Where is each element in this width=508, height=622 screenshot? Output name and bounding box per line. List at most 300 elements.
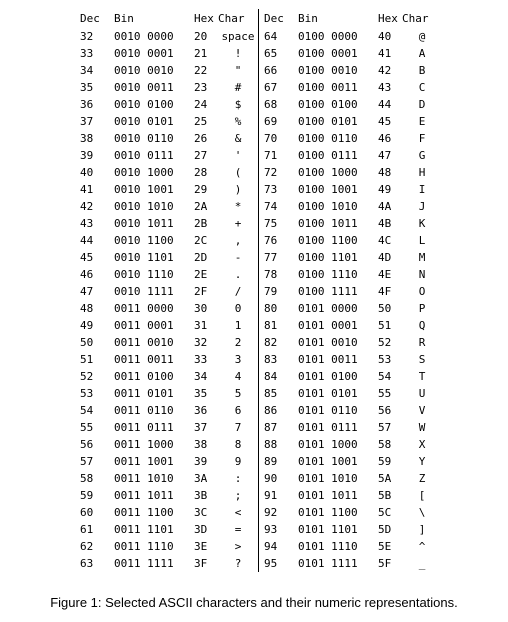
right-bin-cell: 0100 0100 (298, 98, 358, 111)
left-hex-cell: 33 (194, 353, 208, 366)
right-bin-cell: 0100 1110 (298, 268, 358, 281)
right-hex-cell: 58 (378, 438, 392, 451)
right-hex-cell: 55 (378, 387, 392, 400)
right-bin-cell: 0100 0110 (298, 132, 358, 145)
right-dec-cell: 88 (258, 436, 298, 453)
left-hex-cell: 2A (194, 200, 208, 213)
right-dec-cell: 82 (258, 334, 298, 351)
left-dec-cell: 63 (80, 557, 94, 570)
right-dec-cell: 70 (258, 130, 298, 147)
left-char-cell: ' (234, 149, 242, 162)
right-hex-cell: 4E (378, 268, 392, 281)
right-hex-cell: 52 (378, 336, 392, 349)
left-dec-cell: 44 (80, 234, 94, 247)
table-row (80, 555, 442, 572)
right-char-cell: P (418, 302, 426, 315)
left-hex-cell: 20 (194, 30, 208, 43)
left-bin-cell: 0010 1010 (114, 200, 174, 213)
left-char-cell: = (234, 523, 242, 536)
right-hex-cell: 40 (378, 30, 392, 43)
right-hex-cell: 49 (378, 183, 392, 196)
left-bin-cell: 0011 0111 (114, 421, 174, 434)
left-dec-cell: 61 (80, 523, 94, 536)
right-dec-cell: 94 (258, 538, 298, 555)
left-bin-cell: 0011 0101 (114, 387, 174, 400)
header-dec-right: Dec (258, 9, 298, 28)
right-char-cell: W (418, 421, 426, 434)
left-dec-cell: 36 (80, 98, 94, 111)
right-bin-cell: 0101 0111 (298, 421, 358, 434)
table-header-row (80, 9, 442, 28)
left-bin-cell: 0010 1100 (114, 234, 174, 247)
table-row (80, 28, 442, 45)
right-char-cell: ] (418, 523, 426, 536)
left-dec-cell: 49 (80, 319, 94, 332)
left-hex-cell: 37 (194, 421, 208, 434)
right-dec-cell: 76 (258, 232, 298, 249)
left-char-cell: * (234, 200, 242, 213)
table-row (80, 45, 442, 62)
right-char-cell: V (418, 404, 426, 417)
right-hex-cell: 41 (378, 47, 392, 60)
right-hex-cell: 42 (378, 64, 392, 77)
left-char-cell: < (234, 506, 242, 519)
table-row (80, 538, 442, 555)
right-char-cell: X (418, 438, 426, 451)
right-hex-cell: 4A (378, 200, 392, 213)
left-bin-cell: 0011 1011 (114, 489, 174, 502)
left-hex-cell: 35 (194, 387, 208, 400)
left-hex-cell: 2D (194, 251, 208, 264)
table-row (80, 164, 442, 181)
header-bin: Bin (114, 12, 134, 25)
left-dec-cell: 60 (80, 506, 94, 519)
left-char-cell: : (234, 472, 242, 485)
left-dec-cell: 45 (80, 251, 94, 264)
left-char-cell: ) (234, 183, 242, 196)
left-bin-cell: 0011 0000 (114, 302, 174, 315)
left-bin-cell: 0010 0001 (114, 47, 174, 60)
right-dec-cell: 67 (258, 79, 298, 96)
left-dec-cell: 53 (80, 387, 94, 400)
right-dec-cell: 85 (258, 385, 298, 402)
left-dec-cell: 42 (80, 200, 94, 213)
right-bin-cell: 0101 0110 (298, 404, 358, 417)
left-dec-cell: 47 (80, 285, 94, 298)
right-bin-cell: 0100 0011 (298, 81, 358, 94)
right-hex-cell: 5B (378, 489, 392, 502)
left-hex-cell: 26 (194, 132, 208, 145)
right-hex-cell: 5D (378, 523, 392, 536)
left-dec-cell: 38 (80, 132, 94, 145)
right-char-cell: C (418, 81, 426, 94)
left-bin-cell: 0011 1111 (114, 557, 174, 570)
right-dec-cell: 75 (258, 215, 298, 232)
right-bin-cell: 0101 0000 (298, 302, 358, 315)
left-hex-cell: 32 (194, 336, 208, 349)
left-dec-cell: 56 (80, 438, 94, 451)
right-bin-cell: 0101 0101 (298, 387, 358, 400)
left-dec-cell: 52 (80, 370, 94, 383)
right-bin-cell: 0100 1000 (298, 166, 358, 179)
table-row (80, 521, 442, 538)
right-bin-cell: 0100 0000 (298, 30, 358, 43)
right-hex-cell: 5A (378, 472, 392, 485)
left-char-cell: 4 (234, 370, 242, 383)
right-char-cell: \ (418, 506, 426, 519)
right-hex-cell: 5C (378, 506, 392, 519)
table-row (80, 130, 442, 147)
left-bin-cell: 0010 1011 (114, 217, 174, 230)
left-dec-cell: 48 (80, 302, 94, 315)
right-bin-cell: 0100 1001 (298, 183, 358, 196)
right-dec-cell: 72 (258, 164, 298, 181)
right-dec-cell: 81 (258, 317, 298, 334)
left-bin-cell: 0010 0111 (114, 149, 174, 162)
left-char-cell: - (234, 251, 242, 264)
right-char-cell: A (418, 47, 426, 60)
right-hex-cell: 5E (378, 540, 392, 553)
right-bin-cell: 0101 0100 (298, 370, 358, 383)
table-row (80, 96, 442, 113)
left-dec-cell: 50 (80, 336, 94, 349)
right-char-cell: K (418, 217, 426, 230)
right-bin-cell: 0101 1010 (298, 472, 358, 485)
left-char-cell: / (234, 285, 242, 298)
left-char-cell: 9 (234, 455, 242, 468)
right-char-cell: U (418, 387, 426, 400)
table-row (80, 368, 442, 385)
left-char-cell: . (234, 268, 242, 281)
left-hex-cell: 27 (194, 149, 208, 162)
right-dec-cell: 91 (258, 487, 298, 504)
left-bin-cell: 0010 1001 (114, 183, 174, 196)
right-dec-cell: 80 (258, 300, 298, 317)
right-hex-cell: 56 (378, 404, 392, 417)
left-bin-cell: 0010 1101 (114, 251, 174, 264)
left-char-cell: 0 (234, 302, 242, 315)
header-hex: Hex (194, 12, 214, 25)
left-dec-cell: 46 (80, 268, 94, 281)
table-row (80, 419, 442, 436)
left-bin-cell: 0011 1001 (114, 455, 174, 468)
right-dec-cell: 86 (258, 402, 298, 419)
left-hex-cell: 36 (194, 404, 208, 417)
left-hex-cell: 31 (194, 319, 208, 332)
left-dec-cell: 62 (80, 540, 94, 553)
right-char-cell: E (418, 115, 426, 128)
right-dec-cell: 74 (258, 198, 298, 215)
right-char-cell: Q (418, 319, 426, 332)
left-dec-cell: 55 (80, 421, 94, 434)
left-dec-cell: 58 (80, 472, 94, 485)
right-dec-cell: 79 (258, 283, 298, 300)
left-char-cell: % (234, 115, 242, 128)
right-hex-cell: 4C (378, 234, 392, 247)
left-hex-cell: 28 (194, 166, 208, 179)
right-dec-cell: 68 (258, 96, 298, 113)
right-bin-cell: 0101 1100 (298, 506, 358, 519)
left-bin-cell: 0011 1100 (114, 506, 174, 519)
left-bin-cell: 0010 0000 (114, 30, 174, 43)
left-char-cell: " (234, 64, 242, 77)
right-bin-cell: 0101 0001 (298, 319, 358, 332)
left-char-cell: space (221, 30, 255, 43)
right-dec-cell: 77 (258, 249, 298, 266)
ascii-table (80, 9, 442, 572)
table-row (80, 181, 442, 198)
right-char-cell: F (418, 132, 426, 145)
table-row (80, 198, 442, 215)
right-bin-cell: 0101 1001 (298, 455, 358, 468)
left-dec-cell: 51 (80, 353, 94, 366)
left-bin-cell: 0011 0010 (114, 336, 174, 349)
left-char-cell: ( (234, 166, 242, 179)
left-char-cell: 7 (234, 421, 242, 434)
right-bin-cell: 0101 1000 (298, 438, 358, 451)
table-row (80, 249, 442, 266)
table-row (80, 504, 442, 521)
right-bin-cell: 0100 1101 (298, 251, 358, 264)
left-bin-cell: 0011 0100 (114, 370, 174, 383)
right-char-cell: ^ (418, 540, 426, 553)
left-bin-cell: 0010 0110 (114, 132, 174, 145)
left-hex-cell: 3E (194, 540, 208, 553)
right-hex-cell: 4B (378, 217, 392, 230)
table-row (80, 436, 442, 453)
header-hex-right: Hex (378, 12, 398, 25)
right-bin-cell: 0100 0010 (298, 64, 358, 77)
left-bin-cell: 0010 0010 (114, 64, 174, 77)
right-hex-cell: 57 (378, 421, 392, 434)
right-char-cell: _ (418, 557, 426, 570)
left-hex-cell: 3A (194, 472, 208, 485)
right-bin-cell: 0100 1011 (298, 217, 358, 230)
table-row (80, 300, 442, 317)
left-hex-cell: 24 (194, 98, 208, 111)
left-char-cell: 1 (234, 319, 242, 332)
left-hex-cell: 3D (194, 523, 208, 536)
left-char-cell: 3 (234, 353, 242, 366)
left-dec-cell: 41 (80, 183, 94, 196)
right-bin-cell: 0101 1011 (298, 489, 358, 502)
left-dec-cell: 34 (80, 64, 94, 77)
table-row (80, 283, 442, 300)
left-bin-cell: 0010 1110 (114, 268, 174, 281)
right-bin-cell: 0100 1010 (298, 200, 358, 213)
header-dec: Dec (80, 12, 100, 25)
right-char-cell: R (418, 336, 426, 349)
right-dec-cell: 69 (258, 113, 298, 130)
right-char-cell: T (418, 370, 426, 383)
right-dec-cell: 89 (258, 453, 298, 470)
right-bin-cell: 0101 0010 (298, 336, 358, 349)
right-char-cell: M (418, 251, 426, 264)
right-hex-cell: 4D (378, 251, 392, 264)
right-hex-cell: 4F (378, 285, 392, 298)
right-dec-cell: 83 (258, 351, 298, 368)
left-bin-cell: 0011 0110 (114, 404, 174, 417)
right-hex-cell: 53 (378, 353, 392, 366)
figure-caption: Figure 1: Selected ASCII characters and their numeric representations. (50, 595, 458, 610)
right-char-cell: H (418, 166, 426, 179)
left-dec-cell: 40 (80, 166, 94, 179)
table-row (80, 402, 442, 419)
right-char-cell: Z (418, 472, 426, 485)
table-row (80, 113, 442, 130)
left-char-cell: > (234, 540, 242, 553)
right-char-cell: D (418, 98, 426, 111)
left-char-cell: 8 (234, 438, 242, 451)
left-bin-cell: 0010 0101 (114, 115, 174, 128)
left-hex-cell: 38 (194, 438, 208, 451)
table-row (80, 62, 442, 79)
table-row (80, 317, 442, 334)
right-dec-cell: 64 (258, 28, 298, 45)
left-hex-cell: 21 (194, 47, 208, 60)
right-char-cell: @ (418, 30, 426, 43)
left-char-cell: # (234, 81, 242, 94)
right-bin-cell: 0100 0111 (298, 149, 358, 162)
left-hex-cell: 30 (194, 302, 208, 315)
left-hex-cell: 34 (194, 370, 208, 383)
right-dec-cell: 95 (258, 555, 298, 572)
right-bin-cell: 0101 0011 (298, 353, 358, 366)
left-dec-cell: 59 (80, 489, 94, 502)
left-char-cell: , (234, 234, 242, 247)
right-char-cell: N (418, 268, 426, 281)
left-dec-cell: 37 (80, 115, 94, 128)
right-dec-cell: 66 (258, 62, 298, 79)
table-row (80, 385, 442, 402)
right-hex-cell: 45 (378, 115, 392, 128)
right-hex-cell: 48 (378, 166, 392, 179)
left-hex-cell: 2C (194, 234, 208, 247)
right-bin-cell: 0100 0001 (298, 47, 358, 60)
right-hex-cell: 50 (378, 302, 392, 315)
right-char-cell: L (418, 234, 426, 247)
table-row (80, 232, 442, 249)
left-hex-cell: 25 (194, 115, 208, 128)
left-char-cell: ! (234, 47, 242, 60)
left-bin-cell: 0010 0011 (114, 81, 174, 94)
right-bin-cell: 0101 1110 (298, 540, 358, 553)
right-dec-cell: 84 (258, 368, 298, 385)
left-dec-cell: 32 (80, 30, 94, 43)
left-dec-cell: 57 (80, 455, 94, 468)
right-hex-cell: 47 (378, 149, 392, 162)
left-hex-cell: 3F (194, 557, 208, 570)
left-char-cell: 2 (234, 336, 242, 349)
right-char-cell: G (418, 149, 426, 162)
left-dec-cell: 39 (80, 149, 94, 162)
left-dec-cell: 33 (80, 47, 94, 60)
left-dec-cell: 43 (80, 217, 94, 230)
left-char-cell: 6 (234, 404, 242, 417)
right-hex-cell: 43 (378, 81, 392, 94)
right-hex-cell: 59 (378, 455, 392, 468)
left-bin-cell: 0011 0001 (114, 319, 174, 332)
right-hex-cell: 54 (378, 370, 392, 383)
left-char-cell: & (234, 132, 242, 145)
table-row (80, 351, 442, 368)
right-dec-cell: 71 (258, 147, 298, 164)
right-bin-cell: 0100 0101 (298, 115, 358, 128)
table-row (80, 79, 442, 96)
table-row (80, 470, 442, 487)
table-row (80, 215, 442, 232)
left-hex-cell: 29 (194, 183, 208, 196)
right-dec-cell: 93 (258, 521, 298, 538)
right-char-cell: O (418, 285, 426, 298)
right-char-cell: J (418, 200, 426, 213)
table-row (80, 147, 442, 164)
right-hex-cell: 44 (378, 98, 392, 111)
right-dec-cell: 90 (258, 470, 298, 487)
left-bin-cell: 0011 0011 (114, 353, 174, 366)
left-bin-cell: 0011 1110 (114, 540, 174, 553)
right-bin-cell: 0101 1101 (298, 523, 358, 536)
right-hex-cell: 46 (378, 132, 392, 145)
right-char-cell: S (418, 353, 426, 366)
left-hex-cell: 2E (194, 268, 208, 281)
right-bin-cell: 0100 1100 (298, 234, 358, 247)
table-row (80, 334, 442, 351)
left-char-cell: ; (234, 489, 242, 502)
right-dec-cell: 65 (258, 45, 298, 62)
table-row (80, 453, 442, 470)
right-hex-cell: 5F (378, 557, 392, 570)
header-char-right: Char (402, 12, 429, 25)
left-bin-cell: 0011 1010 (114, 472, 174, 485)
left-char-cell: ? (234, 557, 242, 570)
left-hex-cell: 2F (194, 285, 208, 298)
left-bin-cell: 0010 1000 (114, 166, 174, 179)
left-char-cell: $ (234, 98, 242, 111)
left-bin-cell: 0011 1101 (114, 523, 174, 536)
left-hex-cell: 39 (194, 455, 208, 468)
left-bin-cell: 0010 1111 (114, 285, 174, 298)
left-hex-cell: 3C (194, 506, 208, 519)
right-dec-cell: 92 (258, 504, 298, 521)
left-char-cell: 5 (234, 387, 242, 400)
left-bin-cell: 0010 0100 (114, 98, 174, 111)
table-row (80, 487, 442, 504)
right-hex-cell: 51 (378, 319, 392, 332)
left-hex-cell: 2B (194, 217, 208, 230)
right-char-cell: I (418, 183, 426, 196)
table-body (80, 28, 442, 572)
left-hex-cell: 23 (194, 81, 208, 94)
right-bin-cell: 0101 1111 (298, 557, 358, 570)
right-dec-cell: 73 (258, 181, 298, 198)
table-row (80, 266, 442, 283)
left-dec-cell: 35 (80, 81, 94, 94)
right-dec-cell: 87 (258, 419, 298, 436)
header-char: Char (218, 12, 245, 25)
left-bin-cell: 0011 1000 (114, 438, 174, 451)
right-bin-cell: 0100 1111 (298, 285, 358, 298)
right-char-cell: B (418, 64, 426, 77)
right-char-cell: [ (418, 489, 426, 502)
left-hex-cell: 22 (194, 64, 208, 77)
right-char-cell: Y (418, 455, 426, 468)
left-char-cell: + (234, 217, 242, 230)
header-bin-right: Bin (298, 12, 318, 25)
right-dec-cell: 78 (258, 266, 298, 283)
left-dec-cell: 54 (80, 404, 94, 417)
left-hex-cell: 3B (194, 489, 208, 502)
